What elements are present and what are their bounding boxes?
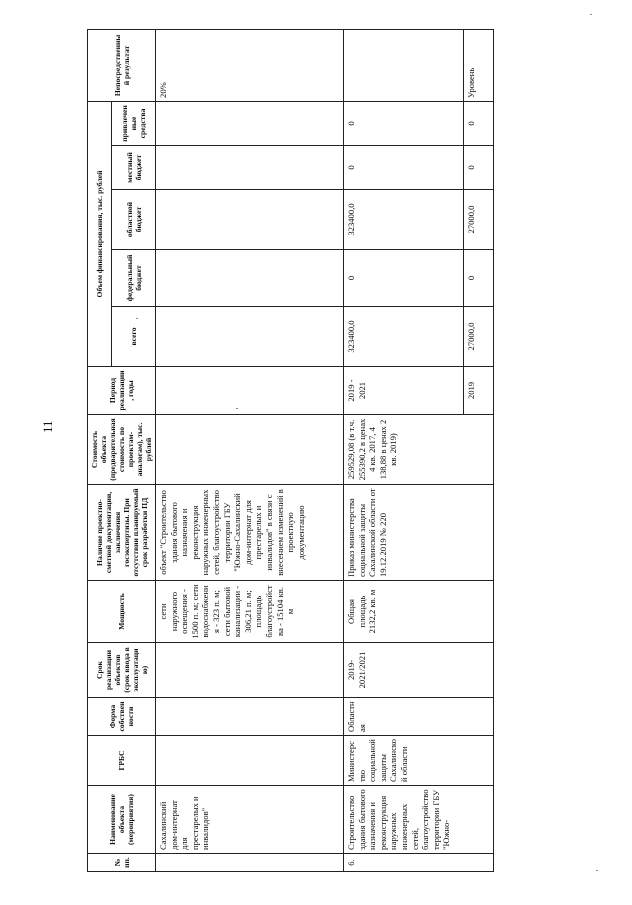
cell-ownership: Областная — [344, 698, 494, 736]
cell-docs: объект "Строительство здания бытового назначения и реконструкция наружных инженерных сетей, благоустройство территории ГБУ "Южно-Сахалинский дом-интернат для престарелых и инвалидов" в связи с внесением изменений в проектную документацию — [156, 485, 344, 581]
cell-attracted: 0 — [464, 101, 494, 145]
cell-num: 6. — [344, 854, 494, 872]
table-row-6 — [344, 29, 464, 871]
cell-local: 0 — [464, 146, 494, 190]
scan-artifact — [136, 318, 138, 319]
cell-period: 2019 — [464, 367, 494, 415]
cell-result — [344, 29, 464, 101]
header-deadline: Срок реализации объектов (срок ввода в эксплуатацию) — [88, 643, 156, 698]
header-regional: областной бюджет — [112, 190, 156, 250]
header-ownership: Форма собственности — [88, 698, 156, 736]
cell-period: 2019 - 2021 — [344, 367, 464, 415]
header-num: № пп. — [88, 854, 156, 872]
cell-grbs: Министерство социальной защиты Сахалинской области — [344, 736, 494, 786]
header-row-1 — [88, 29, 112, 871]
cell-period — [156, 367, 344, 415]
scan-artifact — [236, 408, 238, 409]
rotated-table-container — [87, 30, 619, 872]
header-funding: Объем финансирования, тыс. рублей — [88, 101, 112, 366]
header-total: всего — [112, 307, 156, 367]
scan-artifact — [596, 870, 598, 871]
cell-grbs — [156, 736, 344, 786]
cell-docs: Приказ министерства социальной защиты Сахалинской области от 19.12.2019 № 220 — [344, 485, 494, 581]
header-docs: Наличие проектно-сметной документации, заключения госэкспертизы. При отсутствии планируемый срок разработки ПД — [88, 485, 156, 581]
cell-name: Строительство здания бытового назначения и реконструкция наружных инженерных сетей, благоустройство территории ГБУ "Южно- — [344, 786, 494, 854]
header-local: местный бюджет — [112, 146, 156, 190]
scan-artifact — [590, 14, 592, 15]
table-row-continued — [156, 29, 344, 871]
cell-cost — [156, 415, 344, 485]
cell-capacity: Общая площадь 2132,2 кв. м — [344, 581, 494, 643]
cell-federal: 0 — [344, 250, 464, 307]
header-cost: Стоимость объекта (предварительная стоимость по проектам-аналогам), тыс. рублей — [88, 415, 156, 485]
header-attracted: привлеченные средства — [112, 101, 156, 145]
cell-regional: 323400,0 — [344, 190, 464, 250]
cell-federal: 0 — [464, 250, 494, 307]
cell-attracted: 0 — [344, 101, 464, 145]
cell-total: 323400,0 — [344, 307, 464, 367]
cell-total: 27000,0 — [464, 307, 494, 367]
program-table — [87, 29, 494, 872]
header-federal: федеральный бюджет — [112, 250, 156, 307]
cell-ownership — [156, 698, 344, 736]
cell-total — [156, 307, 344, 367]
cell-regional — [156, 190, 344, 250]
cell-deadline: 2019-2021/2021 — [344, 643, 494, 698]
header-grbs: ГРБС — [88, 736, 156, 786]
cell-deadline — [156, 643, 344, 698]
cell-local: 0 — [344, 146, 464, 190]
cell-result: 20% — [156, 29, 344, 101]
cell-name: Сахалинский дом-интернат для престарелых и инвалидов" — [156, 786, 344, 854]
cell-capacity: сети наружного освещения - 1500 п. м; сети водоснабжения - 323 п. м; сети бытовой канализации - 306,21 п. м; площадь благоустройства - 15104 кв. м — [156, 581, 344, 643]
cell-federal — [156, 250, 344, 307]
page-number: 11 — [40, 420, 55, 433]
cell-regional: 27000,0 — [464, 190, 494, 250]
cell-cost: 259529,08 (в т.ч. 255390,2 в ценах 4 кв. 2017, 4 138,88 в ценах 2 кв. 2019) — [344, 415, 494, 485]
cell-result: Уровень — [464, 29, 494, 101]
cell-local — [156, 146, 344, 190]
header-period: Период реализации, годы — [88, 367, 156, 415]
header-capacity: Мощность — [88, 581, 156, 643]
header-result: Непосредственный результат — [88, 29, 156, 101]
header-name: Наименование объекта (мероприятия) — [88, 786, 156, 854]
cell-attracted — [156, 101, 344, 145]
cell-num — [156, 854, 344, 872]
